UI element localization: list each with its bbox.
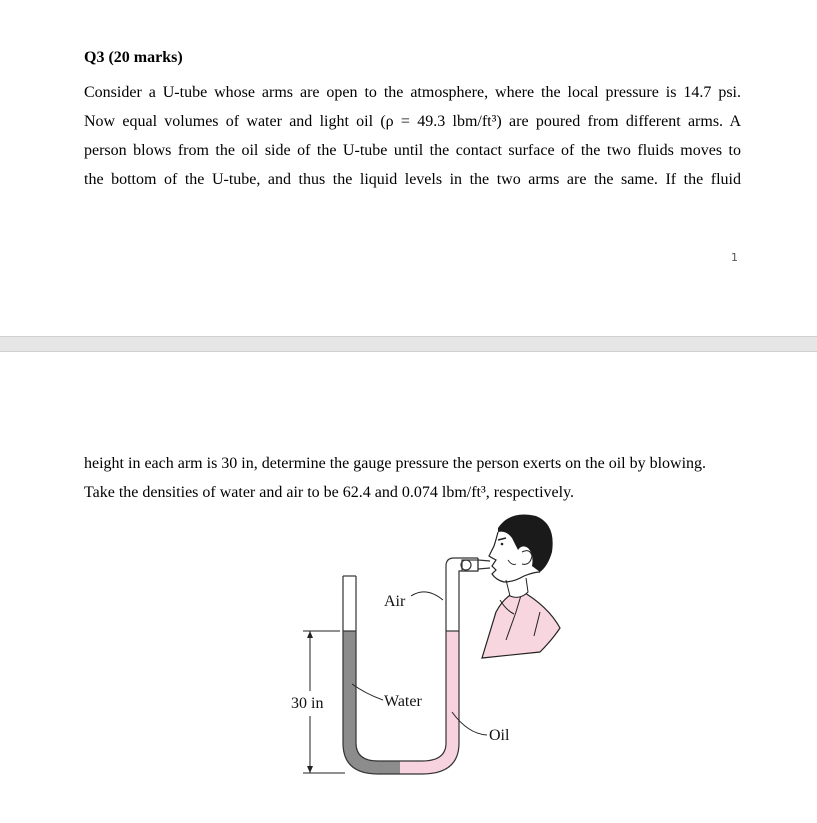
height-label: 30 in (291, 695, 324, 712)
u-tube (343, 558, 490, 774)
text-line: person blows from the oil side of the U-tube until the contact surface of the two fluids moves to (84, 142, 741, 159)
shirt (482, 590, 560, 658)
height-dimension (291, 631, 345, 773)
water-label: Water (384, 693, 422, 710)
page-number: 1 (731, 251, 738, 264)
hair (498, 515, 553, 573)
text-line: Consider a U-tube whose arms are open to the atmosphere, where the local pressure is 14.7 psi. (84, 84, 741, 101)
question-heading: Q3 (20 marks) (84, 49, 183, 66)
person-figure (482, 515, 560, 659)
text-line: the bottom of the U-tube, and thus the liquid levels in the two arms are the same. If the fluid (84, 171, 741, 188)
text-line: Now equal volumes of water and light oil (ρ = 49.3 lbm/ft³) are poured from different arms. A (84, 113, 741, 130)
oil-label: Oil (489, 727, 510, 744)
text-line: height in each arm is 30 in, determine the gauge pressure the person exerts on the oil by blowing. (84, 455, 707, 472)
air-label: Air (384, 593, 406, 610)
figure-labels (352, 592, 510, 744)
text-line: Take the densities of water and air to be 62.4 and 0.074 lbm/ft³, respectively. (84, 484, 575, 501)
